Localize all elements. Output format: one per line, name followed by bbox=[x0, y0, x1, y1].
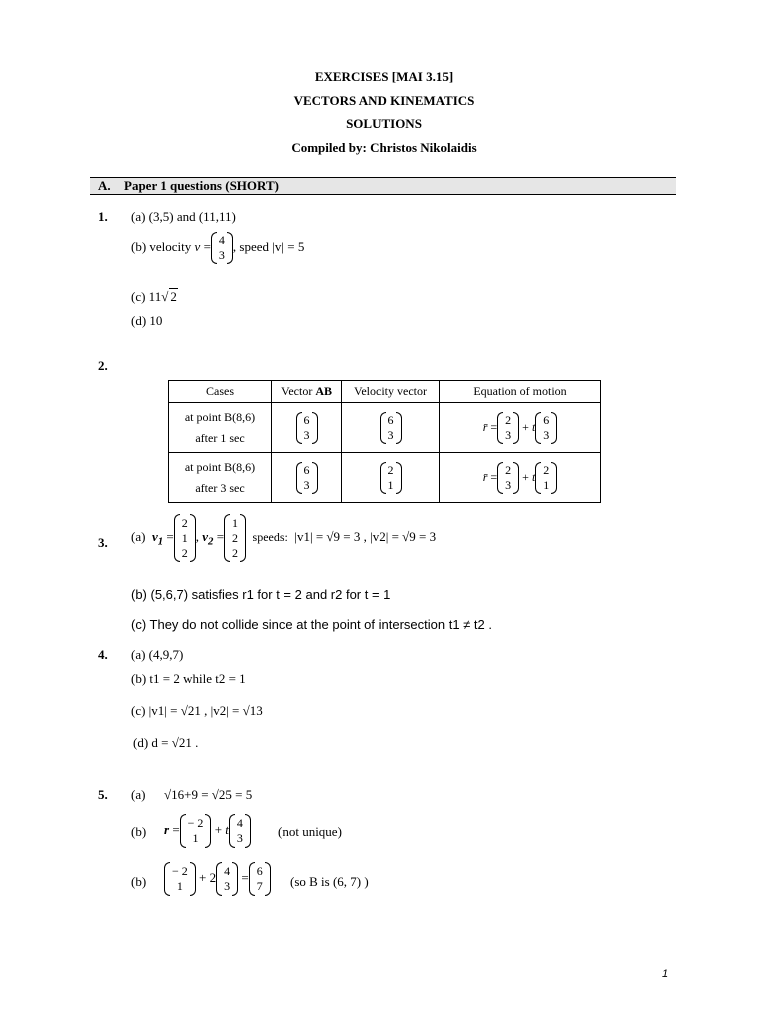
title-exercises: EXERCISES [MAI 3.15] bbox=[314, 69, 454, 84]
q2-cases-table bbox=[168, 380, 601, 503]
question-2-number: 2. bbox=[98, 358, 108, 373]
q1-part-b: (b) velocity v = 4 3 , speed |v| = 5 bbox=[131, 233, 305, 262]
q5-part-a-label: (a) bbox=[131, 787, 146, 802]
q1-part-a: (a) (3,5) and (11,11) bbox=[131, 209, 236, 224]
q3-part-a: (a) $v_1$ = 2 1 2 , $v_2$ = 1 2 2 speeds: |v1| = √9 = 3 , |v2| = √9 = 3 bbox=[131, 514, 436, 562]
question-4-number: 4. bbox=[98, 647, 108, 662]
title-topic: VECTORS AND KINEMATICS bbox=[293, 93, 475, 108]
q1-speed-value: |v| = 5 bbox=[272, 238, 305, 254]
question-1-number: 1. bbox=[98, 209, 108, 224]
section-letter: A. bbox=[98, 178, 111, 193]
q1-part-c: (c) 11√ 2 bbox=[131, 289, 177, 304]
q5-part-b1-label: (b) bbox=[131, 824, 147, 839]
table-header-equation: Equation of motion bbox=[440, 381, 601, 403]
question-5-number: 5. bbox=[98, 787, 108, 802]
table-header-velocity: Velocity vector bbox=[342, 381, 440, 403]
table-row: at point B(8,6) after 1 sec 6 3 6 3 r̄ = 2 3 + t 6 3 bbox=[169, 403, 601, 453]
table-row: at point B(8,6) after 3 sec 6 3 2 1 r̄ = 2 3 + t 2 1 bbox=[169, 453, 601, 503]
q4-part-d: (d) d = √21 . bbox=[133, 735, 199, 750]
q1-part-d: (d) 10 bbox=[131, 313, 163, 328]
question-3-number: 3. bbox=[98, 535, 108, 550]
q5-part-b2-label: (b) bbox=[131, 874, 147, 889]
page-number: 1 bbox=[662, 968, 669, 980]
table-header-vector-ab: Vector AB bbox=[272, 381, 342, 403]
q1-velocity-vector: 4 3 bbox=[211, 232, 233, 264]
title-author: Compiled by: Christos Nikolaidis bbox=[291, 140, 477, 155]
q4-part-b: (b) t1 = 2 while t2 = 1 bbox=[131, 671, 246, 686]
q5-part-b2-note: (so B is (6, 7) ) bbox=[290, 874, 369, 889]
table-header-cases: Cases bbox=[169, 381, 272, 403]
q4-part-c: (c) |v1| = √21 , |v2| = √13 bbox=[131, 703, 263, 718]
q3-part-b: (b) (5,6,7) satisfies r1 for t = 2 and r2 for t = 1 bbox=[131, 587, 391, 602]
q4-part-a: (a) (4,9,7) bbox=[131, 647, 184, 662]
section-title: Paper 1 questions (SHORT) bbox=[124, 178, 279, 193]
q5-part-a-expr: √16+9 = √25 = 5 bbox=[164, 787, 253, 802]
title-solutions: SOLUTIONS bbox=[346, 116, 422, 131]
section-header bbox=[90, 177, 676, 195]
q5-part-b1-expr: r = − 2 1 + t 4 3 bbox=[164, 814, 251, 848]
q5-part-b2-expr: − 2 1 + 2 4 3 = 6 7 bbox=[164, 862, 271, 896]
q3-part-c: (c) They do not collide since at the point of intersection t1 ≠ t2 . bbox=[131, 617, 492, 632]
q5-part-b1-note: (not unique) bbox=[278, 824, 342, 839]
